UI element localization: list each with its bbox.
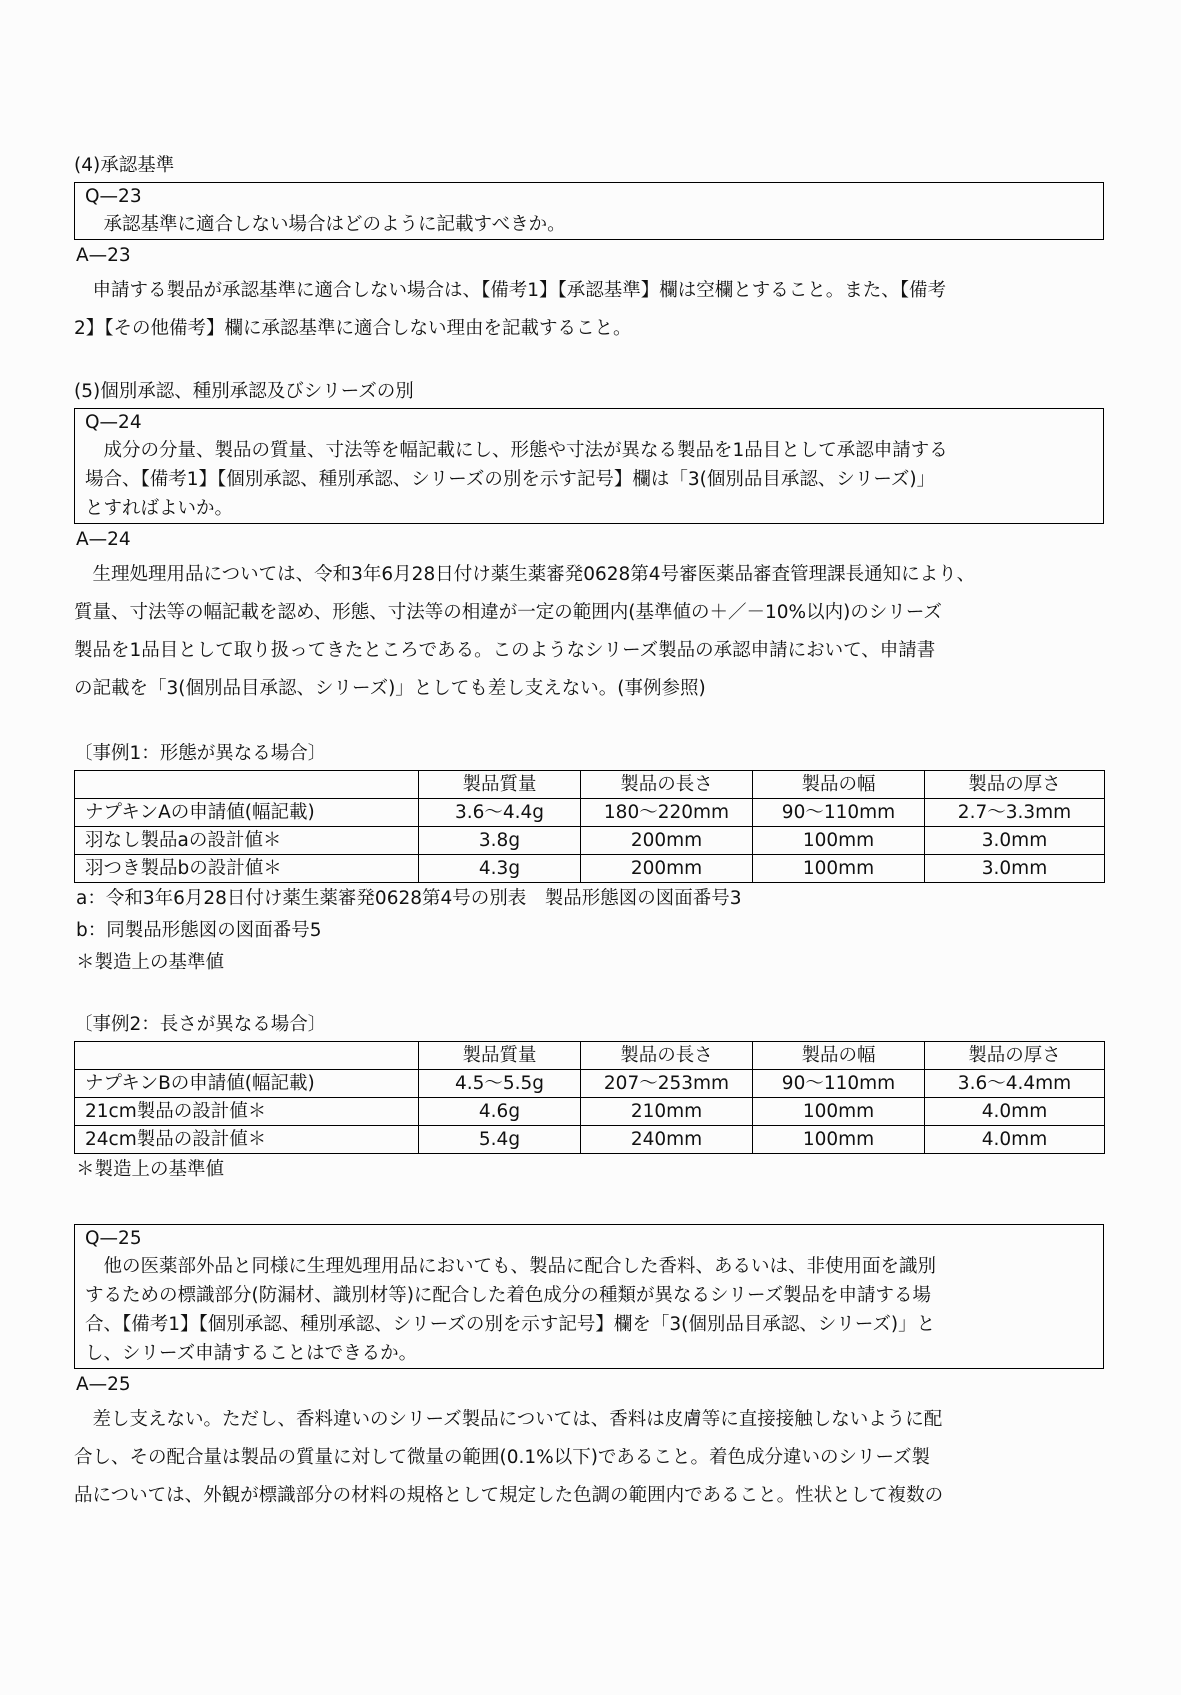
header-cell: 製品の厚さ [925, 771, 1105, 799]
question-label: Q—23 [85, 186, 142, 207]
footnote: ＊製造上の基準値 [76, 1159, 225, 1180]
value-cell: 3.6～4.4mm [925, 1070, 1105, 1098]
answer-text-line: の記載を「3(個別品目承認、シリーズ)」としても差し支えない。(事例参照) [74, 678, 706, 699]
answer-text-line: 生理処理用品については、令和3年6月28日付け薬生薬審発0628第4号審医薬品審査管理課長通知により、 [74, 564, 976, 585]
header-cell: 製品の厚さ [925, 1042, 1105, 1070]
value-cell: 3.6～4.4g [419, 799, 581, 827]
question-text-line: 合、【備考1】【個別承認、種別承認、シリーズの別を示す記号】欄を「3(個別品目承認、シリーズ)」と [85, 1314, 936, 1335]
row-label-cell: ナプキンBの申請値(幅記載) [75, 1070, 419, 1098]
row-label-cell: ナプキンAの申請値(幅記載) [75, 799, 419, 827]
table-row [75, 827, 1105, 855]
answer-a25 [74, 1401, 1104, 1515]
header-cell: 製品の幅 [753, 1042, 925, 1070]
table-header-row [75, 771, 1105, 799]
value-cell: 2.7～3.3mm [925, 799, 1105, 827]
value-cell: 200mm [581, 827, 753, 855]
value-cell: 4.5～5.5g [419, 1070, 581, 1098]
header-cell: 製品の長さ [581, 1042, 753, 1070]
row-label-cell: 21cm製品の設計値＊ [75, 1098, 419, 1126]
question-text-line: するための標識部分(防漏材、識別材等)に配合した着色成分の種類が異なるシリーズ製品を申請する場 [85, 1285, 932, 1306]
case1-title: 〔事例1：形態が異なる場合〕 [74, 743, 327, 764]
value-cell: 200mm [581, 855, 753, 883]
answer-text-line: 製品を1品目として取り扱ってきたところである。このようなシリーズ製品の承認申請において、申請書 [74, 640, 936, 661]
question-text-line: 承認基準に適合しない場合はどのように記載すべきか。 [85, 214, 566, 235]
answer-a24 [74, 556, 1104, 708]
header-cell: 製品の長さ [581, 771, 753, 799]
value-cell: 100mm [753, 855, 925, 883]
footnote: ＊製造上の基準値 [76, 952, 225, 973]
table-row [75, 1098, 1105, 1126]
table-row [75, 855, 1105, 883]
header-cell: 製品質量 [419, 1042, 581, 1070]
section-heading-approval-standard: (4)承認基準 [74, 155, 175, 176]
answer-text-line: 質量、寸法等の幅記載を認め、形態、寸法等の相違が一定の範囲内(基準値の＋／－10%以内)のシリーズ [74, 602, 942, 623]
question-text-line: 場合、【備考1】【個別承認、種別承認、シリーズの別を示す記号】欄は「3(個別品目承認、シリーズ)」 [85, 469, 936, 490]
question-text-line: とすればよいか。 [85, 498, 234, 519]
table-row [75, 1126, 1105, 1154]
answer-text-line: 合し、その配合量は製品の質量に対して微量の範囲(0.1%以下)であること。着色成分違いのシリーズ製 [74, 1447, 931, 1468]
value-cell: 3.8g [419, 827, 581, 855]
footnote: b：同製品形態図の図面番号5 [76, 920, 322, 941]
header-cell [75, 1042, 419, 1070]
header-cell: 製品質量 [419, 771, 581, 799]
value-cell: 90～110mm [753, 1070, 925, 1098]
section-heading-series: (5)個別承認、種別承認及びシリーズの別 [74, 381, 414, 402]
answer-text-line: 2】【その他備考】欄に承認基準に適合しない理由を記載すること。 [74, 318, 632, 339]
question-text-line: 成分の分量、製品の質量、寸法等を幅記載にし、形態や寸法が異なる製品を1品目として承認申請する [85, 440, 948, 461]
case2-title: 〔事例2：長さが異なる場合〕 [74, 1014, 327, 1035]
value-cell: 90～110mm [753, 799, 925, 827]
table-header-row [75, 1042, 1105, 1070]
value-cell: 210mm [581, 1098, 753, 1126]
value-cell: 4.0mm [925, 1126, 1105, 1154]
question-text-line: し、シリーズ申請することはできるか。 [85, 1343, 418, 1364]
question-label: Q—25 [85, 1228, 142, 1249]
value-cell: 3.0mm [925, 827, 1105, 855]
header-cell: 製品の幅 [753, 771, 925, 799]
table-row [75, 1070, 1105, 1098]
answer-a23 [74, 272, 1104, 348]
question-label: Q—24 [85, 412, 142, 433]
table-row [75, 799, 1105, 827]
value-cell: 100mm [753, 827, 925, 855]
answer-label: A—23 [76, 245, 131, 266]
answer-label: A—24 [76, 529, 131, 550]
question-box-q25 [74, 1224, 1104, 1369]
answer-text-line: 品については、外観が標識部分の材料の規格として規定した色調の範囲内であること。性状として複数の [74, 1485, 944, 1506]
question-box-q24 [74, 408, 1104, 524]
value-cell: 207～253mm [581, 1070, 753, 1098]
row-label-cell: 羽なし製品aの設計値＊ [75, 827, 419, 855]
value-cell: 100mm [753, 1098, 925, 1126]
document-page [74, 150, 1104, 1515]
value-cell: 180～220mm [581, 799, 753, 827]
header-cell [75, 771, 419, 799]
answer-text-line: 申請する製品が承認基準に適合しない場合は、【備考1】【承認基準】欄は空欄とすること。また、【備考 [74, 280, 947, 301]
question-box-q23 [74, 182, 1104, 240]
answer-text-line: 差し支えない。ただし、香料違いのシリーズ製品については、香料は皮膚等に直接接触しないように配 [74, 1409, 943, 1430]
case1-table [74, 770, 1105, 883]
value-cell: 240mm [581, 1126, 753, 1154]
row-label-cell: 羽つき製品bの設計値＊ [75, 855, 419, 883]
value-cell: 4.0mm [925, 1098, 1105, 1126]
value-cell: 4.3g [419, 855, 581, 883]
value-cell: 4.6g [419, 1098, 581, 1126]
value-cell: 100mm [753, 1126, 925, 1154]
value-cell: 3.0mm [925, 855, 1105, 883]
value-cell: 5.4g [419, 1126, 581, 1154]
question-text-line: 他の医薬部外品と同様に生理処理用品においても、製品に配合した香料、あるいは、非使用面を識別 [85, 1256, 937, 1277]
row-label-cell: 24cm製品の設計値＊ [75, 1126, 419, 1154]
case2-table [74, 1041, 1105, 1154]
footnote: a：令和3年6月28日付け薬生薬審発0628第4号の別表 製品形態図の図面番号3 [76, 888, 742, 909]
answer-label: A—25 [76, 1374, 131, 1395]
